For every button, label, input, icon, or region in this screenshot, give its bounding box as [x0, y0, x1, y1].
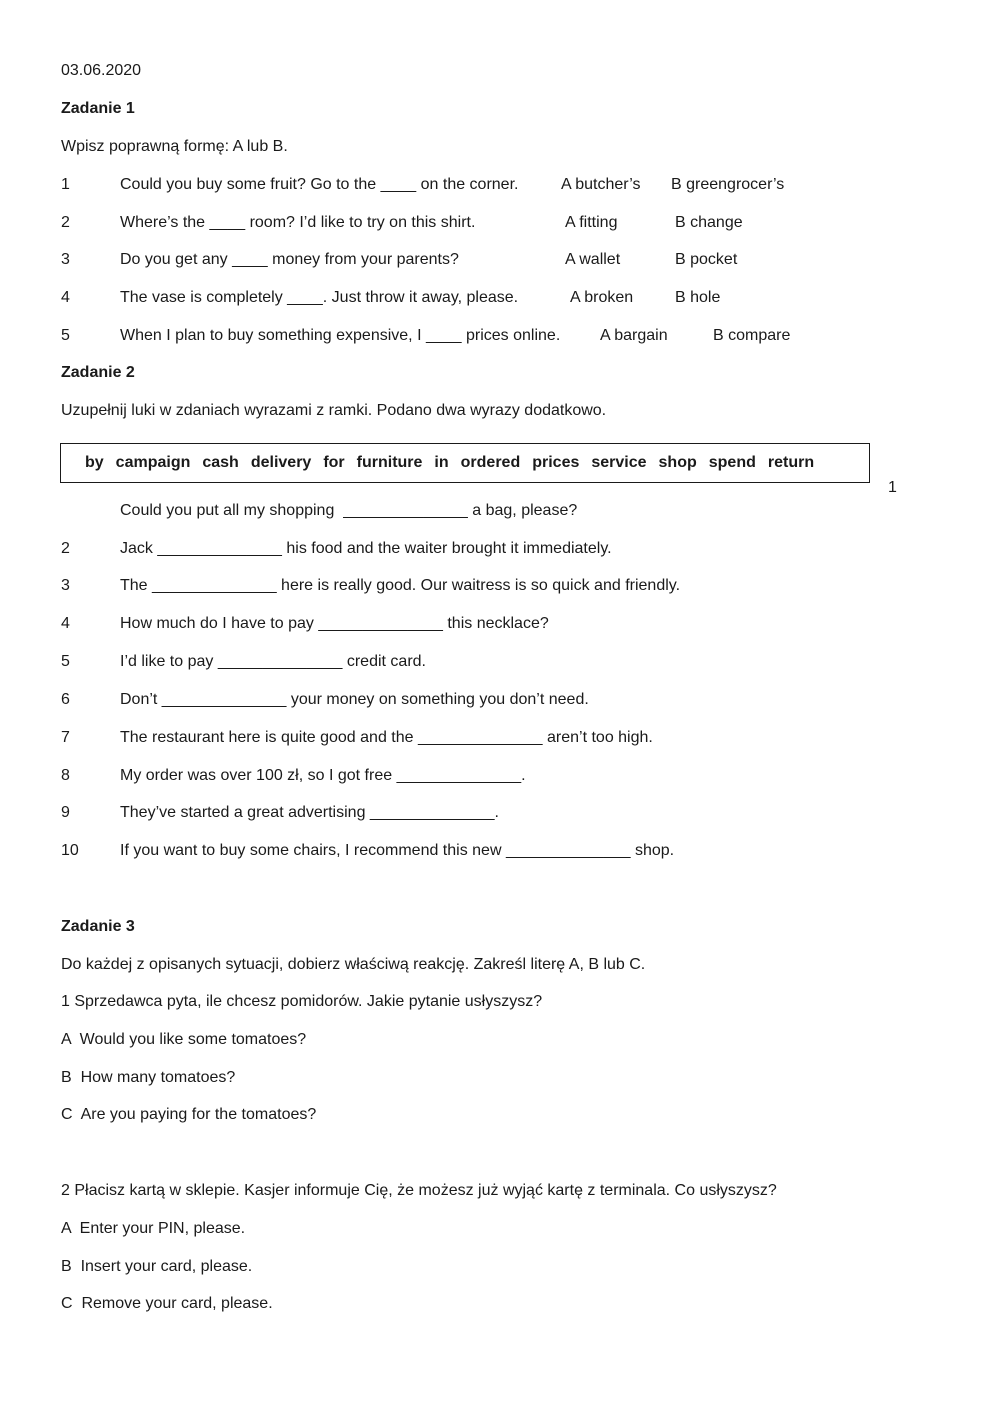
option-b: B change: [675, 214, 743, 231]
item-number: 5: [61, 653, 70, 670]
option-b: B pocket: [675, 251, 738, 268]
side-number: 1: [888, 479, 897, 496]
item-sentence: The ______________ here is really good. Our waitress is so quick and friendly.: [120, 577, 681, 594]
word-bank-word: prices: [532, 454, 580, 471]
word-bank-word: spend: [708, 454, 756, 471]
item-sentence: Do you get any ____ money from your parents?: [120, 251, 459, 268]
item-sentence: Don’t ______________ your money on something you don’t need.: [120, 691, 589, 708]
item-sentence: Jack ______________ his food and the waiter brought it immediately.: [120, 540, 612, 557]
item-number: 5: [61, 327, 70, 344]
option-b: B compare: [713, 327, 791, 344]
option-b: B hole: [675, 289, 721, 306]
item-number: 3: [61, 251, 70, 268]
answer-option: A Enter your PIN, please.: [61, 1220, 246, 1237]
word-bank-box: [60, 443, 870, 483]
item-sentence: Could you put all my shopping ______________ a bag, please?: [120, 502, 578, 519]
word-bank-word: shop: [658, 454, 697, 471]
word-bank-word: service: [591, 454, 647, 471]
item-sentence: They’ve started a great advertising ______________.: [120, 804, 499, 821]
question-prompt: 1 Sprzedawca pyta, ile chcesz pomidorów. Jakie pytanie usłyszysz?: [61, 993, 543, 1010]
item-sentence: The restaurant here is quite good and the ______________ aren’t too high.: [120, 729, 653, 746]
word-bank-word: furniture: [356, 454, 423, 471]
item-sentence: How much do I have to pay ______________ this necklace?: [120, 615, 549, 632]
word-bank-word: return: [767, 454, 815, 471]
option-a: A broken: [570, 289, 634, 306]
item-number: 10: [61, 842, 79, 859]
task2-heading: Zadanie 2: [61, 364, 135, 381]
item-number: 6: [61, 691, 70, 708]
option-a: A bargain: [600, 327, 668, 344]
option-b: B greengrocer’s: [671, 176, 785, 193]
task3-heading: Zadanie 3: [61, 918, 135, 935]
word-bank-word: in: [434, 454, 449, 471]
answer-option: B How many tomatoes?: [61, 1069, 236, 1086]
answer-option: B Insert your card, please.: [61, 1258, 253, 1275]
word-bank-word: cash: [202, 454, 239, 471]
word-bank-word: by: [85, 454, 104, 471]
option-a: A fitting: [565, 214, 618, 231]
item-sentence: Could you buy some fruit? Go to the ____ on the corner.: [120, 176, 519, 193]
item-sentence: I’d like to pay ______________ credit card.: [120, 653, 426, 670]
item-number: 2: [61, 214, 70, 231]
option-a: A wallet: [565, 251, 621, 268]
word-bank-word: campaign: [115, 454, 191, 471]
option-a: A butcher’s: [561, 176, 641, 193]
item-number: 4: [61, 289, 70, 306]
word-bank-word: delivery: [250, 454, 312, 471]
task1-instruction: Wpisz poprawną formę: A lub B.: [61, 138, 288, 155]
task1-heading: Zadanie 1: [61, 100, 135, 117]
item-number: 8: [61, 767, 70, 784]
item-sentence: My order was over 100 zł, so I got free ______________.: [120, 767, 526, 784]
item-number: 4: [61, 615, 70, 632]
item-sentence: If you want to buy some chairs, I recommend this new ______________ shop.: [120, 842, 675, 859]
word-bank-word: ordered: [460, 454, 521, 471]
item-sentence: The vase is completely ____. Just throw it away, please.: [120, 289, 519, 306]
item-number: 1: [61, 176, 70, 193]
answer-option: C Are you paying for the tomatoes?: [61, 1106, 317, 1123]
answer-option: C Remove your card, please.: [61, 1295, 273, 1312]
answer-option: A Would you like some tomatoes?: [61, 1031, 307, 1048]
date: 03.06.2020: [61, 62, 142, 79]
item-number: 9: [61, 804, 70, 821]
item-number: 2: [61, 540, 70, 557]
item-number: 3: [61, 577, 70, 594]
word-bank-word: for: [323, 454, 345, 471]
task3-instruction: Do każdej z opisanych sytuacji, dobierz właściwą reakcję. Zakreśl literę A, B lub C.: [61, 956, 646, 973]
item-sentence: Where’s the ____ room? I’d like to try on this shirt.: [120, 214, 476, 231]
item-sentence: When I plan to buy something expensive, I ____ prices online.: [120, 327, 561, 344]
task2-instruction: Uzupełnij luki w zdaniach wyrazami z ramki. Podano dwa wyrazy dodatkowo.: [61, 402, 607, 419]
item-number: 7: [61, 729, 70, 746]
question-prompt: 2 Płacisz kartą w sklepie. Kasjer informuje Cię, że możesz już wyjąć kartę z terminala. Co usłyszysz?: [61, 1182, 777, 1199]
